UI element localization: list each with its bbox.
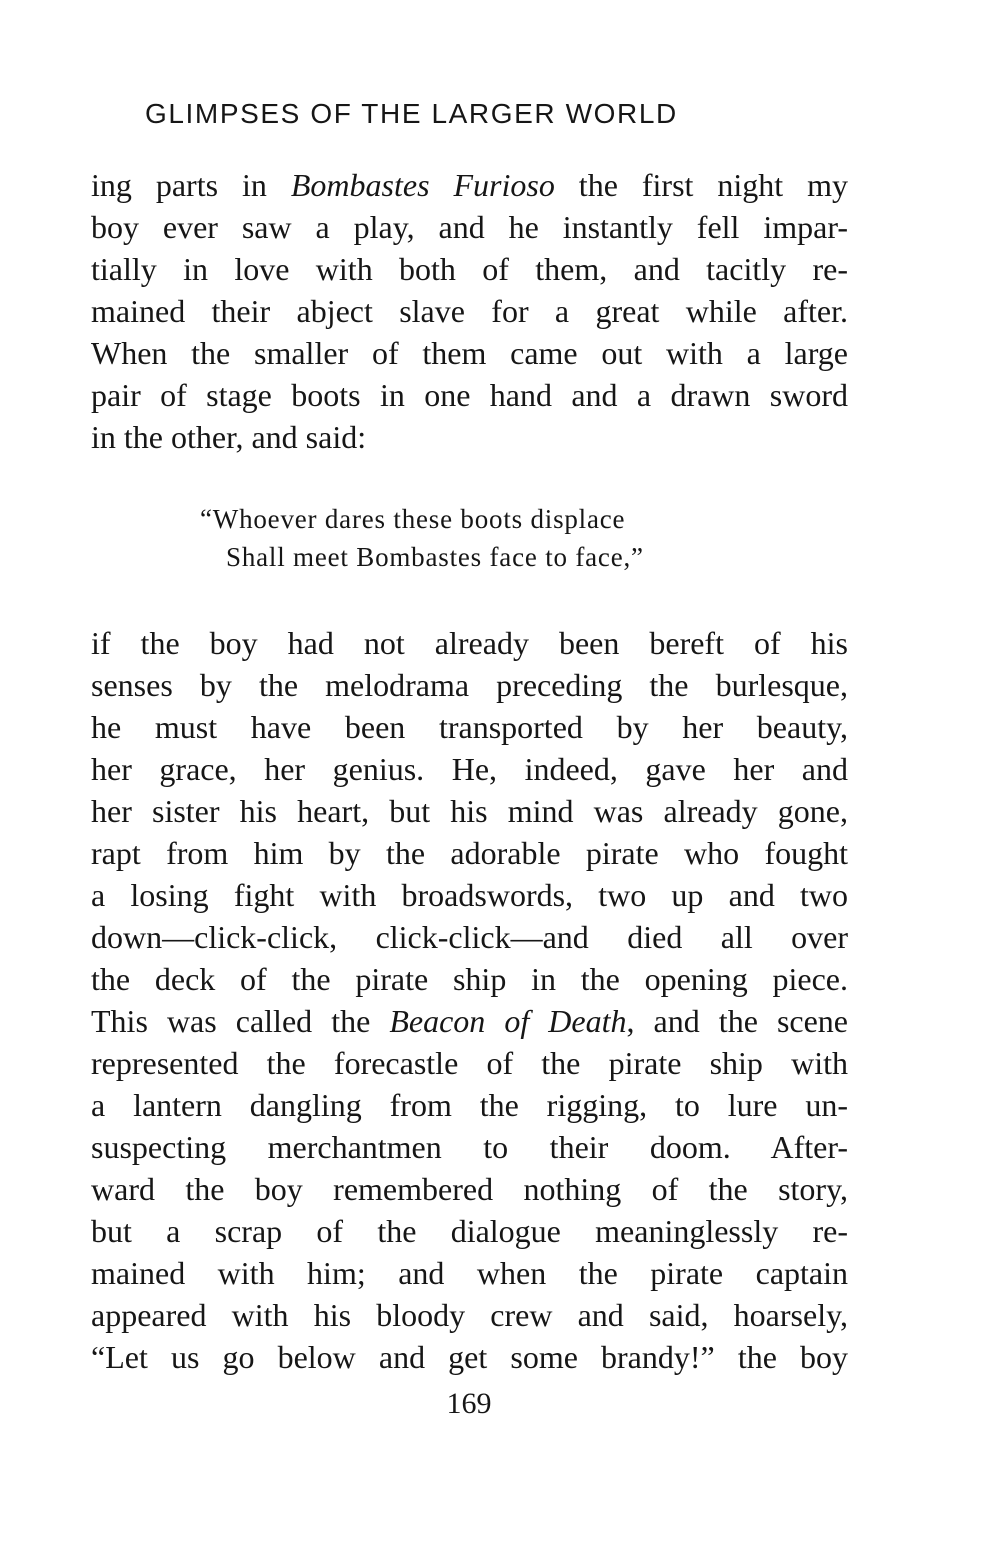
text-line: her grace, her genius. He, indeed, gave her and (91, 751, 848, 787)
text-line: a losing fight with broadswords, two up and two (91, 877, 848, 913)
page-number: 169 (446, 1387, 492, 1420)
text-line: if the boy had not already been bereft of his (91, 625, 848, 661)
text-line: rapt from him by the adorable pirate who fought (91, 835, 848, 871)
text-line: down—click-click, click-click—and died all over (91, 919, 848, 955)
text-line: pair of stage boots in one hand and a drawn sword (91, 377, 848, 413)
text-line: boy ever saw a play, and he instantly fell impar- (91, 209, 848, 245)
text-line: “Let us go below and get some brandy!” the boy (91, 1339, 848, 1375)
text-line: the deck of the pirate ship in the opening piece. (91, 961, 848, 997)
running-head: GLIMPSES OF THE LARGER WORLD (145, 98, 678, 129)
verse-quotation (200, 500, 760, 576)
text-line: represented the forecastle of the pirate ship with (91, 1045, 848, 1081)
text-line: ward the boy remembered nothing of the story, (91, 1171, 848, 1207)
text-line: mained their abject slave for a great while after. (91, 293, 848, 329)
text-line: but a scrap of the dialogue meaninglessly re- (91, 1213, 848, 1249)
paragraph-continuation (91, 164, 848, 458)
verse-line: Shall meet Bombastes face to face,” (226, 542, 644, 572)
text-line: in the other, and said: (91, 419, 367, 455)
paragraph-main (91, 622, 848, 1378)
text-line: a lantern dangling from the rigging, to lure un- (91, 1087, 848, 1123)
text-line: suspecting merchantmen to their doom. After- (91, 1129, 848, 1165)
text-line: ing parts in Bombastes Furioso the first night my (91, 167, 849, 203)
text-line: he must have been transported by her beauty, (91, 709, 848, 745)
text-line: mained with him; and when the pirate captain (91, 1255, 848, 1291)
text-line: When the smaller of them came out with a large (91, 335, 848, 371)
verse-line: “Whoever dares these boots displace (200, 504, 626, 534)
text-line: senses by the melodrama preceding the burlesque, (91, 667, 848, 703)
text-line: This was called the Beacon of Death, and the scene (91, 1003, 849, 1039)
text-line: tially in love with both of them, and tacitly re- (91, 251, 848, 287)
text-line: her sister his heart, but his mind was already gone, (91, 793, 848, 829)
text-line: appeared with his bloody crew and said, hoarsely, (91, 1297, 848, 1333)
